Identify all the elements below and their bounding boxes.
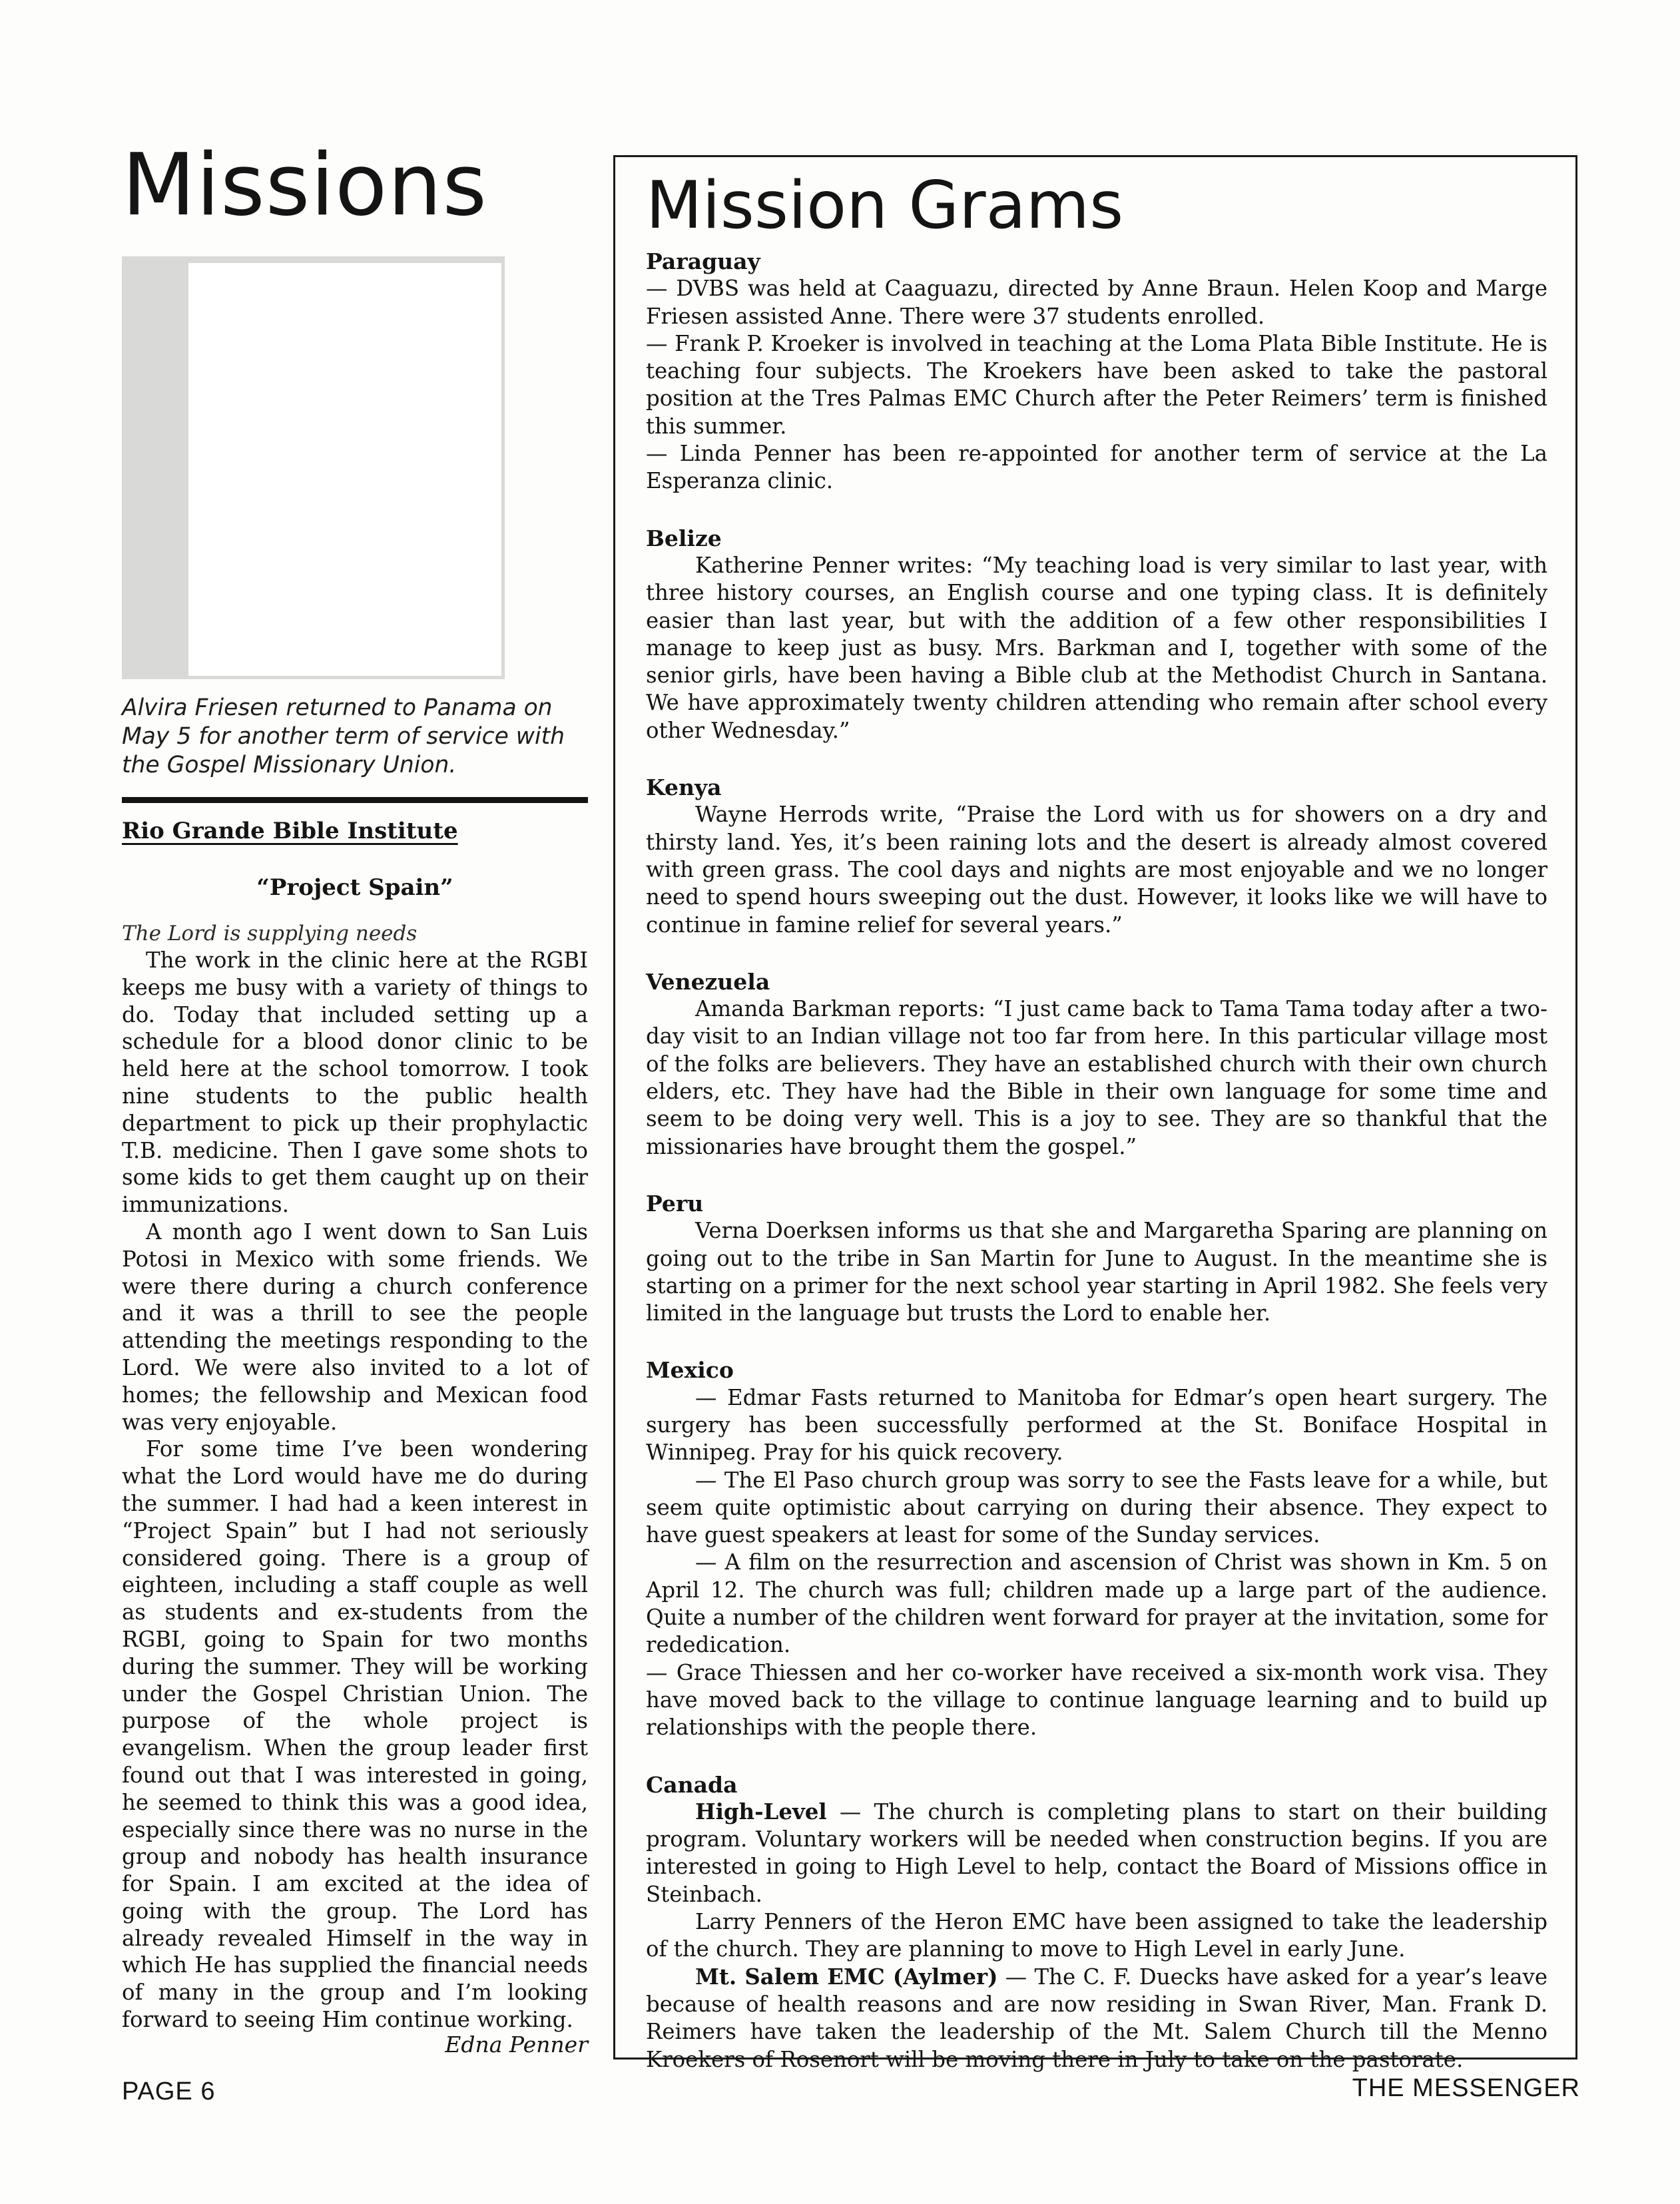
news-item: Larry Penners of the Heron EMC have been assigned to take the leadership of the church. They are planning to move to High Level in early June. — [646, 1909, 1547, 1962]
region-heading: Canada — [646, 1771, 738, 1798]
news-item — [646, 1798, 1547, 1908]
region-heading: Peru — [646, 1190, 704, 1217]
mission-grams-body — [646, 248, 1547, 2103]
left-column — [122, 136, 588, 235]
news-item: Katherine Penner writes: “My teaching load is very similar to last year, with three history courses, an English course and one typing class. It is definitely easier than last year, but with the addition of a few other responsibilities I manage to keep just as busy. Mrs. Barkman and I, together with some of the senior girls, have been having a Bible club at the Methodist Church in Santana. We have approximately twenty children attending who remain after school every other Wednesday.” — [646, 552, 1547, 743]
photo-image-area — [188, 263, 501, 676]
region-heading: Kenya — [646, 774, 722, 801]
article-paragraph: A month ago I went down to San Luis Potosi in Mexico with some friends. We were there during a church conference and it was a thrill to see the people attending the meetings responding to the Lord. We were also invited to a lot of homes; the fellowship and Mexican food was very enjoyable. — [122, 1219, 588, 1435]
section-title: Missions — [122, 136, 488, 235]
news-item-text: — The church is completing plans to start on their building program. Voluntary workers will be needed when construction begins. If you are interested in going to High Level to help, contact the Board of Missions office in Steinbach. — [646, 1798, 1547, 1907]
news-item: — Linda Penner has been re-appointed for another term of service at the La Esperanza clinic. — [646, 441, 1547, 494]
news-item: — Edmar Fasts returned to Manitoba for Edmar’s open heart surgery. The surgery has been successfully performed at the St. Boniface Hospital in Winnipeg. Pray for his quick recovery. — [646, 1384, 1547, 1466]
region-venezuela — [646, 968, 1547, 1161]
portrait-photo — [122, 256, 505, 679]
article-heading — [122, 814, 588, 848]
region-canada — [646, 1771, 1547, 2073]
article-paragraph: The work in the clinic here at the RGBI keeps me busy with a variety of things to do. Today that included setting up a schedule for a blood donor clinic to be held here at the school tomorrow. I took nine students to the public health department to pick up their prophylactic T.B. medicine. Then I gave some shots to some kids to get them caught up on their immunizations. — [122, 948, 588, 1218]
photo-caption: Alvira Friesen returned to Panama on May 5 for another term of service with the Gospel Missionary Union. — [122, 694, 565, 778]
region-heading: Paraguay — [646, 248, 760, 274]
region-heading: Mexico — [646, 1357, 734, 1384]
news-item: — Frank P. Kroeker is involved in teaching at the Loma Plata Bible Institute. He is teaching four subjects. The Kroekers have been asked to take the pastoral position at the Tres Palmas EMC Church after the Peter Reimers’ term is finished this summer. — [646, 330, 1547, 439]
region-kenya — [646, 774, 1547, 939]
region-mexico — [646, 1356, 1547, 1741]
article-title: “Project Spain” — [256, 874, 453, 901]
news-item: — DVBS was held at Caaguazu, directed by Anne Braun. Helen Koop and Marge Friesen assisted Anne. There were 37 students enrolled. — [646, 276, 1547, 329]
news-item: — The El Paso church group was sorry to see the Fasts leave for a while, but seem quite optimistic about carrying on during their absence. They expect to have guest speakers at least for some of the Sunday services. — [646, 1467, 1547, 1548]
page-number: PAGE 6 — [122, 2077, 216, 2105]
news-item — [646, 1964, 1547, 2073]
region-paraguay — [646, 248, 1547, 495]
region-heading: Venezuela — [646, 968, 770, 995]
article-paragraph: For some time I’ve been wondering what the Lord would have me do during the summer. I had had a keen interest in “Project Spain” but I had not seriously considered going. There is a group of eighteen, including a staff couple as well as students and ex-students from the RGBI, going to Spain for two months during the summer. They will be working under the Gospel Christian Union. The purpose of the whole project is evangelism. When the group leader first found out that I was interested in going, he seemed to think this was a good idea, especially since there was no nurse in the group and nobody has health insurance for Spain. I am excited at the idea of going with the group. The Lord has already revealed Himself in the way in which He has supplied the financial needs of many in the group and I’m looking forward to seeing Him continue working. — [122, 1436, 588, 2033]
article-subtitle: The Lord is supplying needs — [122, 922, 418, 946]
news-item: Wayne Herrods write, “Praise the Lord with us for showers on a dry and thirsty land. Yes, it’s been raining lots and the desert is already almost covered with green grass. The cool days and nights are most enjoyable and we no longer need to spend hours sweeping out the dust. However, it looks like we will have to continue in famine relief for several years.” — [646, 802, 1547, 938]
article-body — [122, 947, 588, 2034]
region-belize — [646, 525, 1547, 744]
article-signature: Edna Penner — [445, 2032, 588, 2058]
region-heading: Belize — [646, 525, 722, 551]
news-item: Amanda Barkman reports: “I just came back to Tama Tama today after a two-day visit to an Indian village not too far from here. In this particular village most of the folks are believers. They have an established church with their own church elders, etc. They have had the Bible in their own language for some time and seem to be doing very well. This is a joy to see. They are so thankful that the missionaries have brought them the gospel.” — [646, 996, 1547, 1159]
publication-name: THE MESSENGER — [1352, 2074, 1580, 2102]
article-heading-text: Rio Grande Bible Institute — [122, 818, 458, 844]
news-item: Verna Doerksen informs us that she and Margaretha Sparing are planning on going out to the tribe in San Martin for June to August. In the meantime she is starting on a primer for the next school year starting in April 1982. She feels very limited in the language but trusts the Lord to enable her. — [646, 1218, 1547, 1326]
news-item-lead: Mt. Salem EMC (Aylmer) — [695, 1964, 998, 1990]
news-item-lead: High-Level — [695, 1798, 827, 1824]
news-item: — A film on the resurrection and ascension of Christ was shown in Km. 5 on April 12. The church was full; children made up a large part of the audience. Quite a number of the children went forward for prayer at the invitation, some for rededication. — [646, 1549, 1547, 1658]
section-divider — [122, 797, 588, 803]
news-item: — Grace Thiessen and her co-worker have received a six-month work visa. They have moved back to the village to continue language learning and to build up relationships with the people there. — [646, 1659, 1547, 1741]
mission-grams-title: Mission Grams — [646, 168, 1124, 244]
news-item-text: — The C. F. Duecks have asked for a year’s leave because of health reasons and are now residing in Swan River, Man. Frank D. Reimers have taken the leadership of the Mt. Salem Church till the Menno Kroekers of Rosenort will be moving there in July to take on the pastorate. — [646, 1964, 1547, 2072]
region-peru — [646, 1190, 1547, 1327]
